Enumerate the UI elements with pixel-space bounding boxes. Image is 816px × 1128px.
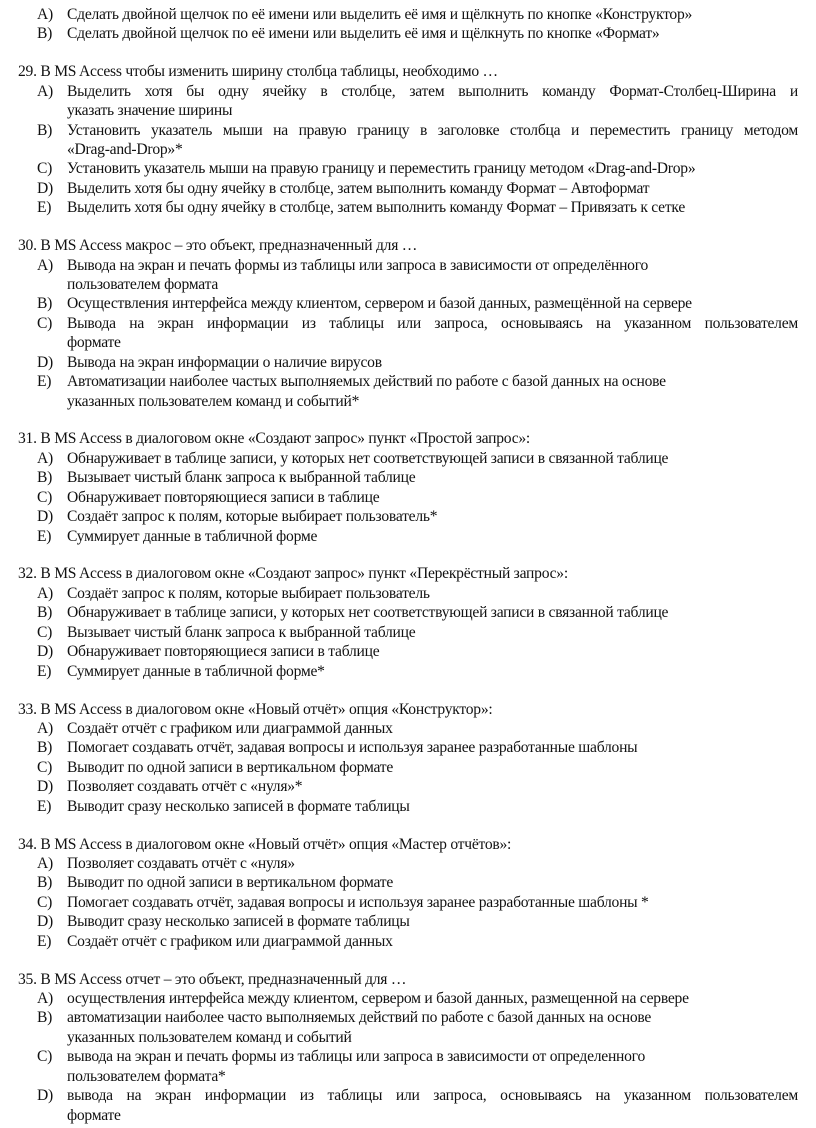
- option-text: Вывода на экран и печать формы из таблицы или запроса в зависимости от определённого: [67, 256, 649, 274]
- option-letter: C): [37, 758, 53, 776]
- question-title: 32. В MS Access в диалоговом окне «Создают запрос» пункт «Перекрёстный запрос»:: [18, 565, 568, 583]
- option-text: Сделать двойной щелчок по её имени или выделить её имя и щёлкнуть по кнопке «Формат»: [67, 25, 660, 43]
- option-letter: E): [37, 797, 52, 815]
- option-text: пользователем формата*: [67, 1067, 226, 1085]
- question-title: 34. В MS Access в диалоговом окне «Новый отчёт» опция «Мастер отчётов»:: [18, 835, 512, 853]
- option-letter: E): [37, 662, 52, 680]
- question-title: 35. В MS Access отчет – это объект, предназначенный для …: [18, 970, 407, 988]
- option-letter: B): [37, 25, 53, 43]
- option-text: Создаёт отчёт с графиком или диаграммой данных: [67, 932, 393, 950]
- option-letter: A): [37, 449, 53, 467]
- option-text: указанных пользователем команд и событий: [67, 1028, 352, 1046]
- option-letter: A): [37, 989, 53, 1007]
- option-text: Выводит сразу несколько записей в формате таблицы: [67, 797, 410, 815]
- option-letter: E): [37, 199, 52, 217]
- option-text: Вывода на экран информации о наличие вирусов: [67, 353, 382, 371]
- option-letter: B): [37, 121, 53, 139]
- option-letter: A): [37, 854, 53, 872]
- question-title: 29. В MS Access чтобы изменить ширину столбца таблицы, необходимо …: [18, 63, 498, 81]
- option-text: указанных пользователем команд и событий*: [67, 392, 360, 410]
- option-text: Обнаруживает повторяющиеся записи в таблице: [67, 488, 380, 506]
- option-letter: D): [37, 913, 53, 931]
- option-text: Обнаруживает в таблице записи, у которых нет соответствующей записи в связанной таблице: [67, 604, 669, 622]
- option-text: Позволяет создавать отчёт с «нуля»: [67, 854, 295, 872]
- option-text: Создаёт отчёт с графиком или диаграммой данных: [67, 719, 393, 737]
- option-letter: D): [37, 353, 53, 371]
- option-letter: C): [37, 314, 53, 332]
- option-letter: E): [37, 932, 52, 950]
- option-text: осуществления интерфейса между клиентом, сервером и базой данных, размещенной на сервере: [67, 989, 689, 1007]
- option-text: указать значение ширины: [67, 102, 233, 120]
- option-text: Осуществления интерфейса между клиентом, сервером и базой данных, размещённой на сервере: [67, 295, 692, 313]
- option-text: пользователем формата: [67, 276, 218, 293]
- option-letter: A): [37, 82, 53, 100]
- option-text: Выделить хотя бы одну ячейку в столбце, затем выполнить команду Формат-Столбец-Ширина и: [67, 82, 798, 100]
- option-letter: C): [37, 893, 53, 911]
- option-text: Выделить хотя бы одну ячейку в столбце, затем выполнить команду Формат – Автоформат: [67, 179, 650, 197]
- option-text: Вывода на экран информации из таблицы или запроса, основываясь на указанном пользователем: [67, 314, 798, 332]
- question-title: 33. В MS Access в диалоговом окне «Новый отчёт» опция «Конструктор»:: [18, 700, 493, 718]
- option-text: автоматизации наиболее часто выполняемых действий по работе с базой данных на основе: [67, 1009, 652, 1027]
- option-text: Суммирует данные в табличной форме: [67, 527, 318, 545]
- option-text: Вызывает чистый бланк запроса к выбранной таблице: [67, 623, 416, 641]
- option-letter: B): [37, 739, 53, 757]
- option-text: формате: [67, 1106, 121, 1124]
- option-text: Помогает создавать отчёт, задавая вопросы и используя заранее разработанные шаблоны *: [67, 893, 649, 911]
- option-text: Обнаруживает в таблице записи, у которых нет соответствующей записи в связанной таблице: [67, 449, 669, 467]
- option-text: Создаёт запрос к полям, которые выбирает пользователь*: [67, 508, 438, 526]
- option-text: Установить указатель мыши на правую границу в заголовке столбца и переместить границу методом: [67, 121, 798, 139]
- option-letter: C): [37, 160, 53, 178]
- option-letter: A): [37, 6, 53, 23]
- option-letter: A): [37, 256, 53, 274]
- option-letter: B): [37, 874, 53, 892]
- question-title: 30. В MS Access макрос – это объект, предназначенный для …: [18, 237, 418, 255]
- option-text: Автоматизации наиболее частых выполняемых действий по работе с базой данных на основе: [67, 373, 666, 391]
- question-title: 31. В MS Access в диалоговом окне «Создают запрос» пункт «Простой запрос»:: [18, 430, 531, 448]
- option-letter: C): [37, 623, 53, 641]
- option-text: Выводит по одной записи в вертикальном формате: [67, 874, 393, 892]
- option-text: Выводит сразу несколько записей в формате таблицы: [67, 913, 410, 931]
- option-letter: B): [37, 1009, 53, 1027]
- option-text: «Drag-and-Drop»*: [67, 141, 183, 158]
- option-text: Суммирует данные в табличной форме*: [67, 662, 325, 680]
- option-letter: B): [37, 604, 53, 622]
- option-letter: C): [37, 488, 53, 506]
- option-text: Сделать двойной щелчок по её имени или выделить её имя и щёлкнуть по кнопке «Конструктор»: [67, 6, 693, 23]
- option-letter: E): [37, 527, 52, 545]
- option-letter: D): [37, 1087, 53, 1105]
- option-letter: B): [37, 469, 53, 487]
- option-text: Позволяет создавать отчёт с «нуля»*: [67, 778, 303, 796]
- option-text: Помогает создавать отчёт, задавая вопросы и используя заранее разработанные шаблоны: [67, 739, 638, 757]
- option-text: Выводит по одной записи в вертикальном формате: [67, 758, 393, 776]
- option-text: Создаёт запрос к полям, которые выбирает пользователь: [67, 584, 430, 602]
- option-text: формате: [67, 334, 121, 352]
- option-letter: D): [37, 778, 53, 796]
- option-letter: A): [37, 584, 53, 602]
- option-text: Вызывает чистый бланк запроса к выбранной таблице: [67, 469, 416, 487]
- option-letter: B): [37, 295, 53, 313]
- option-letter: D): [37, 508, 53, 526]
- option-text: Установить указатель мыши на правую границу и переместить границу методом «Drag-and-Drop»: [67, 160, 696, 178]
- option-letter: C): [37, 1048, 53, 1066]
- option-letter: D): [37, 179, 53, 197]
- option-text: вывода на экран и печать формы из таблицы или запроса в зависимости от определенного: [67, 1048, 645, 1066]
- option-letter: D): [37, 643, 53, 661]
- option-letter: A): [37, 719, 53, 737]
- option-text: Выделить хотя бы одну ячейку в столбце, затем выполнить команду Формат – Привязать к сетке: [67, 199, 686, 217]
- option-text: Обнаруживает повторяющиеся записи в таблице: [67, 643, 380, 661]
- option-text: вывода на экран информации из таблицы или запроса, основываясь на указанном пользователем: [67, 1087, 798, 1105]
- option-letter: E): [37, 373, 52, 391]
